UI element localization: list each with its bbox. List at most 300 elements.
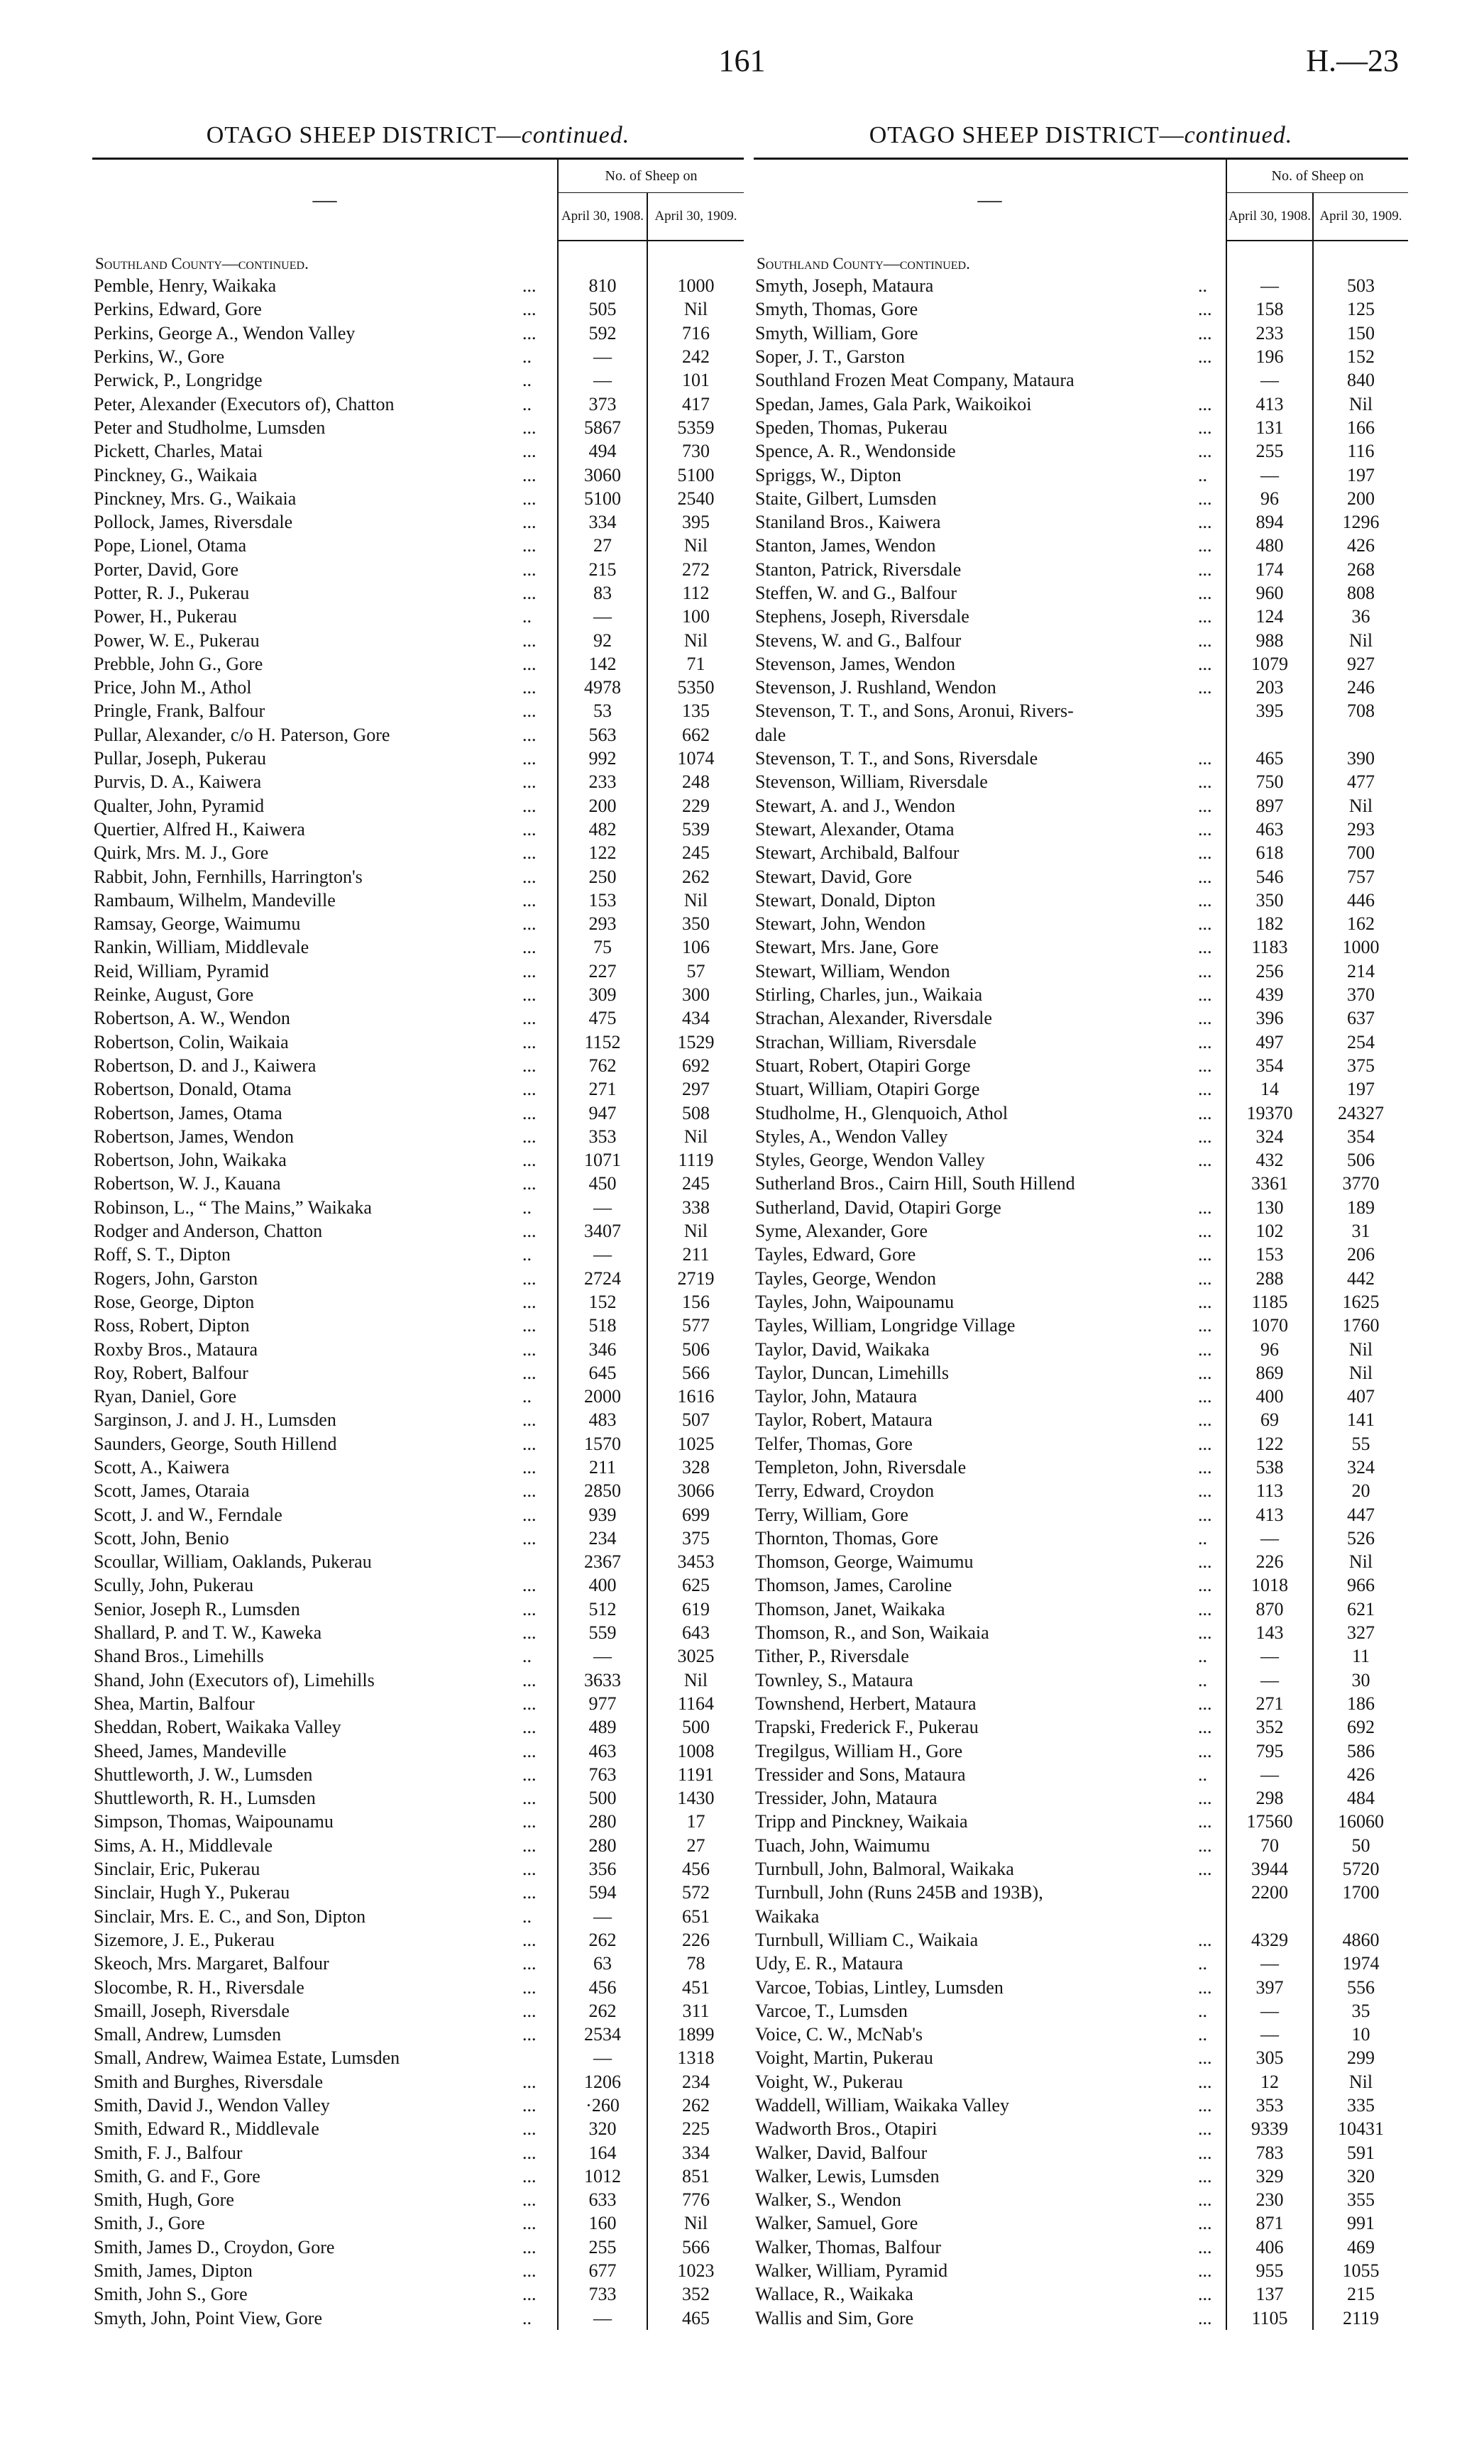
leader-dots: ...	[1198, 1291, 1212, 1312]
sheep-1908: —	[1226, 1952, 1313, 1975]
leader-dots: ...	[522, 1669, 537, 1690]
table-row	[92, 2165, 744, 2188]
sheep-1909: 5100	[647, 463, 744, 486]
sheep-1908	[1226, 1904, 1313, 1927]
sheep-1908: 783	[1226, 2140, 1313, 2164]
leader-dots: ...	[1198, 2213, 1212, 2234]
sheep-1908: 69	[1226, 1408, 1313, 1431]
owner-name: Trapski, Frederick F., Pukerau	[755, 1717, 979, 1738]
sheep-1909: 426	[1313, 534, 1408, 557]
table-row	[92, 2259, 744, 2282]
sheep-1908: 497	[1226, 1030, 1313, 1054]
table-row	[754, 368, 1408, 392]
table-row	[92, 2188, 744, 2211]
leader-dots: ...	[522, 583, 537, 603]
owner-name: Smith, John S., Gore	[94, 2284, 248, 2305]
owner-name: Pullar, Joseph, Pukerau	[94, 748, 267, 769]
table-row	[754, 1715, 1408, 1739]
sheep-1909: 1625	[1313, 1290, 1408, 1314]
table-row	[754, 1196, 1408, 1219]
owner-name: Speden, Thomas, Pukerau	[755, 417, 948, 438]
sheep-1908: 633	[558, 2188, 647, 2211]
table-row	[92, 1999, 744, 2023]
sheep-1909: 5350	[647, 676, 744, 699]
leader-dots: ...	[1198, 1717, 1212, 1738]
leader-dots: ..	[1198, 1953, 1207, 1974]
sheep-1908: 373	[558, 392, 647, 415]
table-row	[754, 2165, 1408, 2188]
sheep-1909: 1191	[647, 1763, 744, 1786]
sheep-1908: 977	[558, 1692, 647, 1715]
owner-name: Shallard, P. and T. W., Kaweka	[94, 1622, 322, 1644]
column-heading	[754, 114, 1408, 158]
owner-name: Turnbull, William C., Waikaia	[755, 1929, 979, 1950]
table-row	[92, 935, 744, 959]
sheep-1909: 507	[647, 1408, 744, 1431]
table-row	[92, 2235, 744, 2259]
owner-name: Stirling, Charles, jun., Waikaia	[755, 984, 983, 1006]
owner-name: Scoullar, William, Oaklands, Pukerau	[94, 1551, 372, 1573]
sheep-1908: 305	[1226, 2046, 1313, 2069]
table-row	[92, 1573, 744, 1597]
owner-name: Small, Andrew, Waimea Estate, Lumsden	[94, 2047, 400, 2069]
sheep-1909: 1074	[647, 747, 744, 770]
owner-name: Senior, Joseph R., Lumsden	[94, 1598, 300, 1619]
table-row	[92, 864, 744, 888]
sheep-1908: 1185	[1226, 1290, 1313, 1314]
sheep-1909: 1025	[647, 1432, 744, 1456]
sheep-1908: 262	[558, 1999, 647, 2023]
table-row	[754, 1573, 1408, 1597]
table-row	[92, 1668, 744, 1692]
sheep-1908: 400	[1226, 1385, 1313, 1408]
leader-dots: ...	[1198, 1338, 1212, 1360]
leader-dots: ...	[1198, 1315, 1212, 1336]
leader-dots: ...	[1198, 677, 1212, 698]
table-row	[754, 345, 1408, 368]
table-row	[754, 1432, 1408, 1456]
leader-dots: ...	[1198, 866, 1212, 887]
leader-dots: ...	[522, 1315, 537, 1336]
sheep-1909: 503	[1313, 274, 1408, 297]
table-row	[754, 581, 1408, 605]
sheep-1908: 75	[558, 935, 647, 959]
leader-dots: ...	[1198, 1504, 1212, 1525]
owner-name: Quertier, Alfred H., Kaiwera	[94, 818, 305, 840]
leader-dots: ...	[522, 889, 537, 911]
sheep-1908: 432	[1226, 1148, 1313, 1172]
owner-name: Thomson, Janet, Waikaka	[755, 1598, 945, 1619]
sheep-1909: 966	[1313, 1573, 1408, 1597]
sheep-1908: 350	[1226, 889, 1313, 912]
owner-name: Purvis, D. A., Kaiwera	[94, 771, 262, 793]
owner-name: Sinclair, Eric, Pukerau	[94, 1859, 260, 1880]
sheep-1908: 227	[558, 959, 647, 983]
sheep-1908: —	[1226, 368, 1313, 392]
sheep-1908: 3361	[1226, 1172, 1313, 1195]
sheep-1909: 234	[647, 2070, 744, 2094]
leader-dots: ...	[1198, 583, 1212, 603]
sheep-1909: 927	[1313, 652, 1408, 676]
sheep-1909: 10431	[1313, 2117, 1408, 2140]
owner-name: Smith, F. J., Balfour	[94, 2142, 243, 2163]
sheep-1909: 591	[1313, 2140, 1408, 2164]
leader-dots	[1198, 1904, 1226, 1927]
sheep-1908: 12	[1226, 2070, 1313, 2094]
sheep-1908: 4329	[1226, 1928, 1313, 1952]
sheep-1909: 508	[647, 1101, 744, 1124]
sheep-1908: 1071	[558, 1148, 647, 1172]
table-row	[754, 1243, 1408, 1266]
leader-dots: ...	[522, 464, 537, 485]
sheep-1908: 1070	[1226, 1314, 1313, 1337]
leader-dots: ...	[522, 795, 537, 816]
sheep-1908: 894	[1226, 510, 1313, 534]
owner-name: Rodger and Anderson, Chatton	[94, 1221, 323, 1242]
leader-dots: ...	[522, 299, 537, 320]
sheep-1909	[1313, 1904, 1408, 1927]
owner-name: Walker, Thomas, Balfour	[755, 2236, 942, 2257]
table-row	[92, 1456, 744, 1479]
sheep-1909: 300	[647, 983, 744, 1006]
leader-dots: ...	[522, 842, 537, 864]
table-row	[92, 1172, 744, 1195]
sheep-1908: 196	[1226, 345, 1313, 368]
sheep-1909: 3770	[1313, 1172, 1408, 1195]
sheep-1909: 730	[647, 439, 744, 463]
owner-name: Stewart, William, Wendon	[755, 960, 950, 981]
sheep-1908: 153	[1226, 1243, 1313, 1266]
table-row	[754, 1408, 1408, 1431]
sheep-1908: 810	[558, 274, 647, 297]
table-row	[754, 935, 1408, 959]
owner-name: Prebble, John G., Gore	[94, 653, 263, 674]
sheep-1909: 268	[1313, 558, 1408, 581]
sheep-1908: 480	[1226, 534, 1313, 557]
sheep-1908: 518	[558, 1314, 647, 1337]
sheep-1909: 327	[1313, 1621, 1408, 1644]
sheep-1909: Nil	[1313, 628, 1408, 651]
table-row	[754, 1692, 1408, 1715]
table-row	[92, 534, 744, 557]
sheep-1909: 162	[1313, 912, 1408, 935]
sheep-1909: 246	[1313, 676, 1408, 699]
sheep-1909: 100	[647, 605, 744, 628]
sheep-1909: 375	[1313, 1054, 1408, 1077]
sheep-1909: 776	[647, 2188, 744, 2211]
owner-name: Smyth, Thomas, Gore	[755, 299, 918, 320]
sheep-1908	[1226, 723, 1313, 747]
leader-dots: ..	[1198, 1527, 1207, 1549]
leader-dots: ...	[522, 1575, 537, 1596]
leader-dots: ...	[522, 1717, 537, 1738]
sheep-1908: 1012	[558, 2165, 647, 2188]
table-row	[92, 1763, 744, 1786]
sheep-1909: 1318	[647, 2046, 744, 2069]
owner-name: Stewart, John, Wendon	[755, 913, 926, 935]
leader-dots	[1198, 723, 1226, 747]
sheep-1908: 592	[558, 321, 647, 345]
leader-dots: ...	[1198, 2118, 1212, 2140]
sheep-1909: 625	[647, 1573, 744, 1597]
sheep-1909: 355	[1313, 2188, 1408, 2211]
leader-dots: ...	[1198, 2047, 1212, 2069]
table-row	[92, 368, 744, 392]
sheep-1908: 1079	[1226, 652, 1313, 676]
owner-name: Sizemore, J. E., Pukerau	[94, 1929, 275, 1950]
owner-name: Stewart, Mrs. Jane, Gore	[755, 937, 939, 958]
table-row	[92, 1527, 744, 1550]
owner-header: —	[92, 159, 558, 241]
table-row	[92, 2306, 744, 2330]
table-row	[754, 652, 1408, 676]
table-row	[754, 1030, 1408, 1054]
leader-dots: ...	[1198, 748, 1212, 769]
owner-name: Wallace, R., Waikaka	[755, 2284, 913, 2305]
sheep-1909: 30	[1313, 1668, 1408, 1692]
section-heading-row	[754, 254, 1408, 274]
sheep-1909: 36	[1313, 605, 1408, 628]
table-row	[92, 1385, 744, 1408]
owner-name: Sims, A. H., Middlevale	[94, 1835, 273, 1856]
table-row	[92, 1904, 744, 1927]
sheep-1908: 280	[558, 1834, 647, 1857]
leader-dots: ...	[1198, 512, 1212, 533]
table-row	[754, 2211, 1408, 2235]
sheep-1909: 1000	[647, 274, 744, 297]
sheep-1908: 262	[558, 1928, 647, 1952]
owner-name: Smith, Hugh, Gore	[94, 2189, 234, 2211]
sheep-1909: 35	[1313, 1999, 1408, 2023]
leader-dots: ...	[1198, 1386, 1212, 1407]
table-body	[754, 241, 1408, 2330]
sheep-1909: 456	[647, 1857, 744, 1881]
sheep-1908: 233	[558, 770, 647, 793]
sheep-1908: 2534	[558, 2023, 647, 2046]
sheep-1908: 512	[558, 1597, 647, 1621]
sheep-1908: 988	[1226, 628, 1313, 651]
table-row	[754, 1101, 1408, 1124]
table-row	[92, 1928, 744, 1952]
leader-dots: ...	[522, 2095, 537, 2116]
sheep-1909: 293	[1313, 818, 1408, 841]
leader-dots: ...	[522, 1362, 537, 1383]
table-row	[754, 912, 1408, 935]
owner-name: Spedan, James, Gala Park, Waikoikoi	[755, 393, 1032, 414]
table-row	[754, 794, 1408, 818]
sheep-1908: 174	[1226, 558, 1313, 581]
owner-name: Strachan, Alexander, Riversdale	[755, 1008, 992, 1029]
leader-dots: ...	[1198, 441, 1212, 462]
leader-dots: ...	[522, 1598, 537, 1619]
owner-name: Robertson, Donald, Otama	[94, 1079, 292, 1100]
leader-dots: ...	[1198, 653, 1212, 674]
leader-dots: ..	[522, 1197, 532, 1218]
table-row	[92, 416, 744, 439]
table-row	[754, 1975, 1408, 1998]
leader-dots: ...	[1198, 1267, 1212, 1289]
sheep-1909: 1000	[1313, 935, 1408, 959]
sheep-1909: 11	[1313, 1644, 1408, 1668]
owner-name: Smith, James, Dipton	[94, 2260, 253, 2282]
leader-dots: ...	[522, 724, 537, 745]
leader-dots: ...	[1198, 1693, 1212, 1714]
leader-dots: ...	[522, 1008, 537, 1029]
table-row	[754, 274, 1408, 297]
owner-name: Perwick, P., Longridge	[94, 370, 263, 391]
table-row	[92, 1975, 744, 1998]
table-row	[92, 1101, 744, 1124]
table-row	[754, 1550, 1408, 1573]
owner-name: Power, W. E., Pukerau	[94, 629, 260, 651]
table-row	[92, 1715, 744, 1739]
table-row	[754, 1881, 1408, 1904]
leader-dots: ...	[1198, 1456, 1212, 1478]
sheep-1908: 2200	[1226, 1881, 1313, 1904]
owner-name: Stanton, Patrick, Riversdale	[755, 559, 962, 580]
table-row	[92, 2023, 744, 2046]
sheep-1908: 400	[558, 1573, 647, 1597]
sheep-1909: 297	[647, 1077, 744, 1101]
leader-dots	[1198, 699, 1226, 722]
sheep-1908: 17560	[1226, 1810, 1313, 1833]
sheep-1908: 1206	[558, 2070, 647, 2094]
owner-name: Peter and Studholme, Lumsden	[94, 417, 326, 438]
table-row	[92, 274, 744, 297]
sheep-1909: Nil	[647, 534, 744, 557]
sheep-1909: 57	[647, 959, 744, 983]
owner-name: Reid, William, Pyramid	[94, 960, 269, 981]
owner-name: Telfer, Thomas, Gore	[755, 1433, 913, 1454]
table-row	[754, 1314, 1408, 1337]
sheep-1908: 142	[558, 652, 647, 676]
leader-dots: ...	[1198, 1480, 1212, 1502]
owner-name: Robertson, James, Wendon	[94, 1126, 294, 1147]
leader-dots: ...	[1198, 1008, 1212, 1029]
leader-dots: ...	[1198, 1835, 1212, 1856]
table-row	[92, 1857, 744, 1881]
table-row	[92, 1834, 744, 1857]
table-row	[92, 818, 744, 841]
leader-dots: ...	[1198, 535, 1212, 556]
sheep-1909: 5359	[647, 416, 744, 439]
owner-name: Robertson, James, Otama	[94, 1102, 282, 1123]
leader-dots: ...	[522, 488, 537, 509]
sheep-1908: —	[1226, 2023, 1313, 2046]
heading-continued: continued.	[1184, 122, 1293, 148]
owner-name: Walker, Samuel, Gore	[755, 2213, 918, 2234]
leader-dots: ...	[522, 1102, 537, 1123]
leader-dots: ...	[1198, 1055, 1212, 1076]
sheep-1908: 27	[558, 534, 647, 557]
sheep-1908: ·260	[558, 2094, 647, 2117]
sheep-1908: 1570	[558, 1432, 647, 1456]
sheep-1908: 2724	[558, 1266, 647, 1289]
table-row	[92, 770, 744, 793]
leader-dots: ..	[1198, 275, 1207, 297]
sheep-1909: 215	[1313, 2282, 1408, 2306]
sheep-1908: 4978	[558, 676, 647, 699]
sheep-1909: 700	[1313, 841, 1408, 864]
table-row	[754, 1739, 1408, 1762]
sheep-1909: 248	[647, 770, 744, 793]
owner-name: Voight, Martin, Pukerau	[755, 2047, 933, 2069]
leader-dots: ...	[522, 1338, 537, 1360]
year-1909-header: April 30, 1909.	[1313, 193, 1408, 241]
leader-dots: ...	[522, 2213, 537, 2234]
leader-dots: ...	[1198, 1598, 1212, 1619]
sheep-1909: 407	[1313, 1385, 1408, 1408]
leader-dots: ...	[522, 2189, 537, 2211]
leader-dots	[522, 2046, 558, 2069]
leader-dots: ..	[522, 370, 532, 391]
owner-header: —	[754, 159, 1226, 241]
sheep-1909: 1974	[1313, 1952, 1408, 1975]
sheep-1908: —	[1226, 1527, 1313, 1550]
sheep-1908: 546	[1226, 864, 1313, 888]
owner-name: Turnbull, John (Runs 245B and 193B),	[755, 1882, 1043, 1903]
owner-name: Shand, John (Executors of), Limehills	[94, 1669, 375, 1690]
leader-dots: ...	[1198, 1929, 1212, 1950]
leader-dots: ...	[1198, 1031, 1212, 1052]
leader-dots: ...	[1198, 299, 1212, 320]
sheep-1909: 17	[647, 1810, 744, 1833]
sheep-1908: 137	[1226, 2282, 1313, 2306]
leader-dots	[1198, 1172, 1226, 1195]
sheep-1909: 3025	[647, 1644, 744, 1668]
sheep-1908: —	[558, 368, 647, 392]
leader-dots: ...	[522, 1835, 537, 1856]
sheep-1909: Nil	[1313, 794, 1408, 818]
table-row	[92, 628, 744, 651]
leader-dots: ...	[522, 441, 537, 462]
owner-name: Sutherland Bros., Cairn Hill, South Hillend	[755, 1173, 1075, 1194]
sheep-1909: 2540	[647, 487, 744, 510]
sheep-1909: 2719	[647, 1266, 744, 1289]
sheep-1908: 897	[1226, 794, 1313, 818]
owner-name: Sinclair, Mrs. E. C., and Son, Dipton	[94, 1905, 366, 1927]
table-row	[754, 1456, 1408, 1479]
owner-name: Tither, P., Riversdale	[755, 1646, 909, 1667]
sheep-1908: 164	[558, 2140, 647, 2164]
leader-dots: ...	[1198, 2189, 1212, 2211]
sheep-1909: 166	[1313, 416, 1408, 439]
sheep-1908: 559	[558, 1621, 647, 1644]
table-row	[754, 1479, 1408, 1502]
table-row	[92, 889, 744, 912]
sheep-1909: 526	[1313, 1527, 1408, 1550]
sheep-1909: Nil	[647, 1125, 744, 1148]
owner-name: Stevenson, T. T., and Sons, Aronui, Rivers-	[755, 700, 1074, 722]
leader-dots: ...	[522, 1079, 537, 1100]
owner-name: Tressider, John, Mataura	[755, 1788, 938, 1809]
leader-dots: ...	[522, 2142, 537, 2163]
leader-dots: ...	[1198, 1197, 1212, 1218]
owner-name: Spriggs, W., Dipton	[755, 464, 901, 485]
sheep-1909: 55	[1313, 1432, 1408, 1456]
owner-name: Studholme, H., Glenquoich, Athol	[755, 1102, 1008, 1123]
sheep-1908: 594	[558, 1881, 647, 1904]
leader-dots: ...	[1198, 842, 1212, 864]
table-row	[754, 2046, 1408, 2069]
table-body	[92, 241, 744, 2330]
table-row	[92, 1739, 744, 1762]
sheep-1908: 334	[558, 510, 647, 534]
sheep-1909: 50	[1313, 1834, 1408, 1857]
right-column	[754, 114, 1408, 2330]
heading-main: OTAGO SHEEP DISTRICT—	[206, 122, 522, 148]
table-row	[754, 321, 1408, 345]
